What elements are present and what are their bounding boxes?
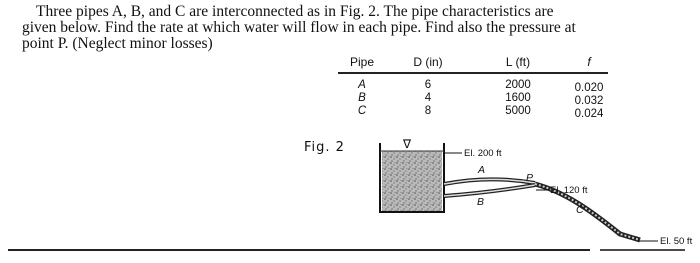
cell-l-c: 5000 — [505, 105, 531, 117]
cell-f-b: 0.032 — [574, 95, 604, 107]
label-pipe-a: A — [478, 164, 486, 176]
elevation-end: El. 50 ft — [660, 236, 693, 247]
header-friction: f — [587, 55, 591, 69]
cell-d-b: 4 — [424, 92, 432, 104]
cell-pipe-c: C — [357, 105, 367, 117]
figure-label: Fig. 2 — [304, 140, 345, 155]
problem-line-3: point P. (Neglect minor losses) — [22, 35, 213, 52]
cell-f-a: 0.020 — [574, 82, 604, 94]
header-length: L (ft) — [505, 55, 531, 69]
reservoir-water — [382, 151, 442, 211]
elevation-mid: El. 120 ft — [550, 185, 588, 196]
cell-d-a: 6 — [424, 79, 432, 91]
problem-line-1: Three pipes A, B, and C are interconnected as in Fig. 2. The pipe characteristics are — [36, 3, 554, 20]
water-level-symbol: ∇ — [403, 137, 412, 151]
cell-pipe-a: A — [358, 79, 366, 91]
label-pipe-c: C — [576, 204, 584, 216]
elevation-tank: El. 200 ft — [464, 148, 502, 159]
cell-d-c: 8 — [424, 105, 432, 117]
cell-l-a: 2000 — [505, 79, 531, 91]
cell-f-c: 0.024 — [574, 108, 604, 120]
cell-l-b: 1600 — [505, 92, 531, 104]
label-point-p: P — [526, 172, 534, 184]
header-pipe: Pipe — [349, 55, 375, 69]
problem-line-2: given below. Find the rate at which water will flow in each pipe. Find also the pressure at — [22, 19, 576, 36]
header-diameter: D (in) — [413, 55, 443, 69]
label-pipe-b: B — [477, 196, 485, 208]
cell-pipe-b: B — [358, 92, 366, 104]
page-rule — [8, 249, 590, 251]
